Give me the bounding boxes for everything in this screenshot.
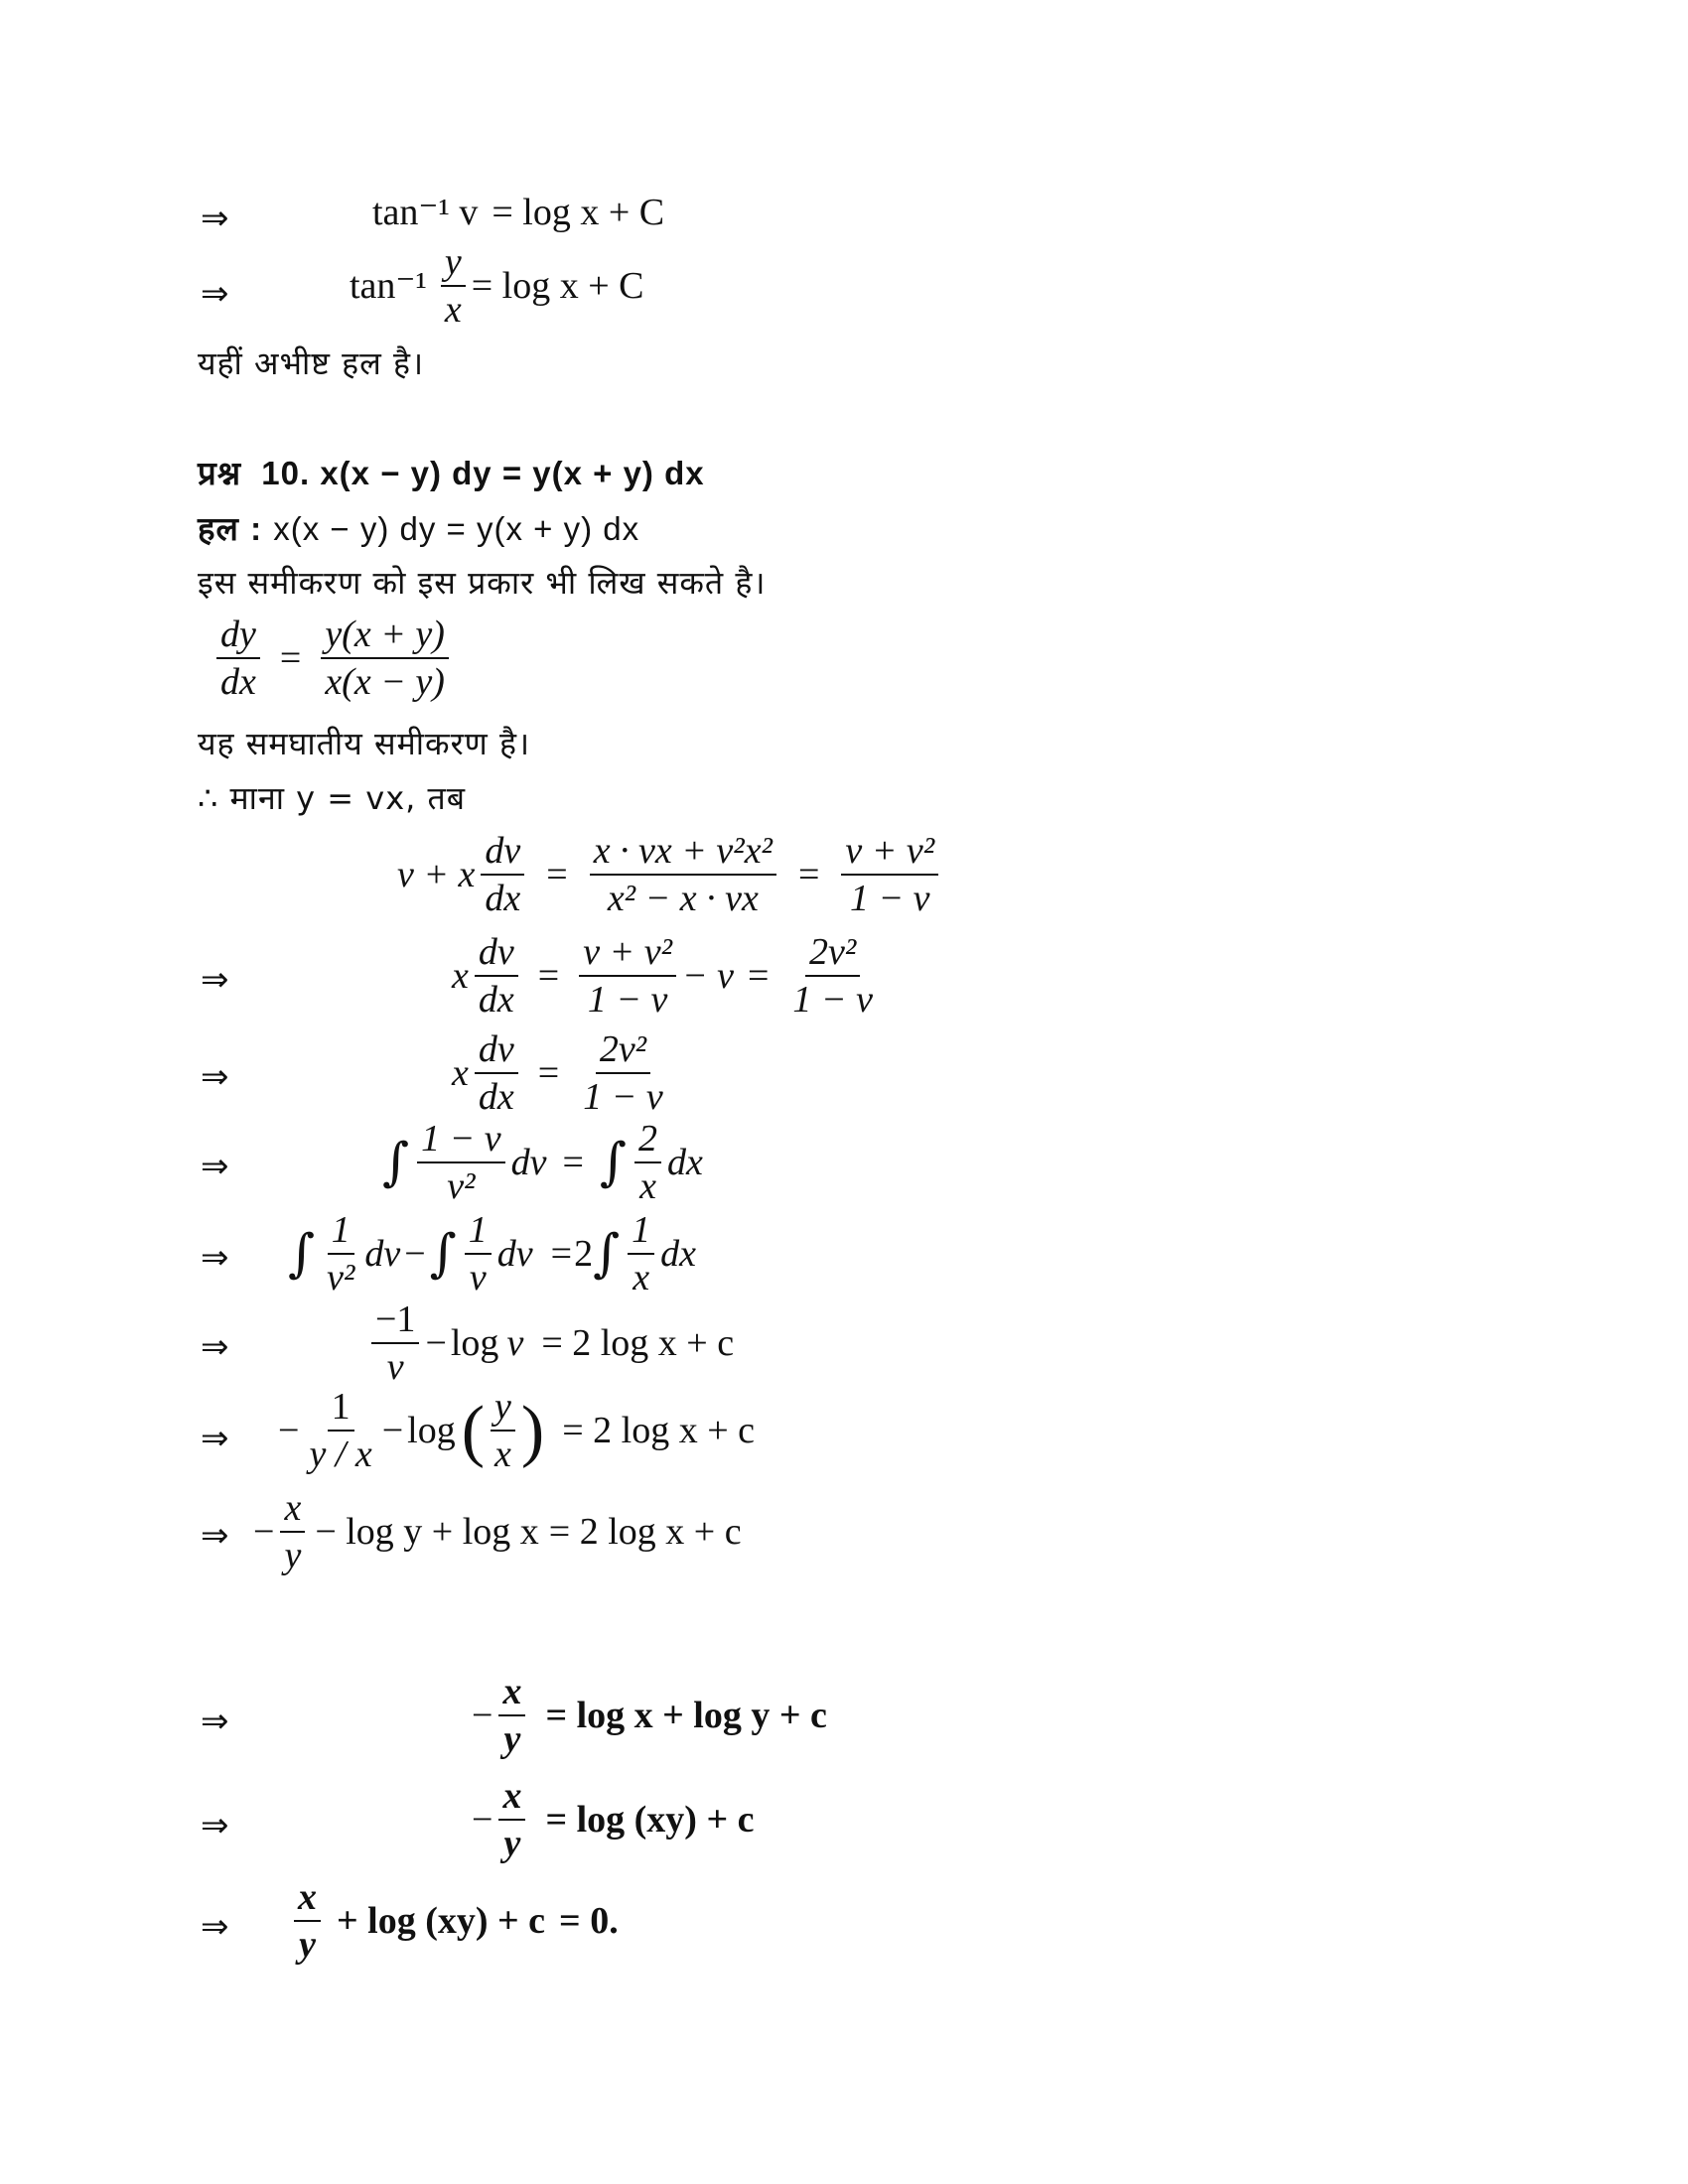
implies-arrow: ⇒ bbox=[201, 1702, 229, 1741]
fraction-dy-dx: $\frac{dy}{dx}$ bbox=[216, 615, 260, 701]
fraction-y-over-x: $\frac{y}{x}$ bbox=[441, 243, 466, 329]
rhs: = log x + C bbox=[471, 265, 644, 307]
integral-sign: ∫ bbox=[288, 1224, 316, 1284]
step-1: v + x $\frac{dv}{dx}$ = $\frac{\text{x · vx + v²x²}}{\text{x² − x · vx}}$ = $\frac{\text{v + v²}}{1 - v}$ bbox=[397, 832, 944, 917]
implies-arrow: ⇒ bbox=[201, 1147, 229, 1186]
implies-arrow: ⇒ bbox=[201, 1907, 229, 1947]
implies-arrow: ⇒ bbox=[201, 1806, 229, 1845]
ratio-equation: $\frac{dy}{dx}$ = $\frac{y(x + y)}{x(x - y)}$ bbox=[211, 615, 455, 701]
implies-arrow: ⇒ bbox=[201, 1419, 229, 1458]
integral-sign: ∫ bbox=[593, 1224, 621, 1284]
question-heading bbox=[198, 450, 705, 494]
implies-arrow: ⇒ bbox=[201, 1516, 229, 1556]
conclusion-text: यहीं अभीष्ट हल है। bbox=[198, 344, 425, 382]
integral-sign: ∫ bbox=[599, 1133, 628, 1192]
homogeneous-text: यह समघातीय समीकरण है। bbox=[198, 725, 531, 762]
solution-label: हल bbox=[198, 510, 239, 547]
question-number: 10. bbox=[261, 455, 311, 491]
rewrite-text: इस समीकरण को इस प्रकार भी लिख सकते है। bbox=[198, 564, 767, 602]
implies-arrow: ⇒ bbox=[201, 1057, 229, 1097]
tan-inverse: tan⁻¹ bbox=[350, 265, 427, 307]
question-equation: x(x − y) dy = y(x + y) dx bbox=[320, 455, 705, 491]
implies-arrow: ⇒ bbox=[201, 1238, 229, 1278]
solution-line: हल : x(x − y) dy = y(x + y) dx bbox=[198, 510, 640, 547]
implies-arrow: ⇒ bbox=[201, 274, 229, 314]
integral-sign: ∫ bbox=[429, 1224, 457, 1284]
question-label: प्रश्न bbox=[198, 455, 242, 491]
rhs: = log x + C bbox=[492, 192, 665, 233]
integral-sign: ∫ bbox=[382, 1133, 410, 1192]
implies-arrow: ⇒ bbox=[201, 199, 229, 238]
solution-equation: x(x − y) dy = y(x + y) dx bbox=[273, 510, 640, 547]
fraction-rhs: $\frac{y(x + y)}{x(x - y)}$ bbox=[321, 615, 449, 701]
implies-arrow: ⇒ bbox=[201, 1327, 229, 1367]
implies-arrow: ⇒ bbox=[201, 960, 229, 1000]
substitution-text: ∴ माना y = vx, तब bbox=[198, 779, 466, 817]
lhs: tan⁻¹ v bbox=[372, 192, 479, 233]
